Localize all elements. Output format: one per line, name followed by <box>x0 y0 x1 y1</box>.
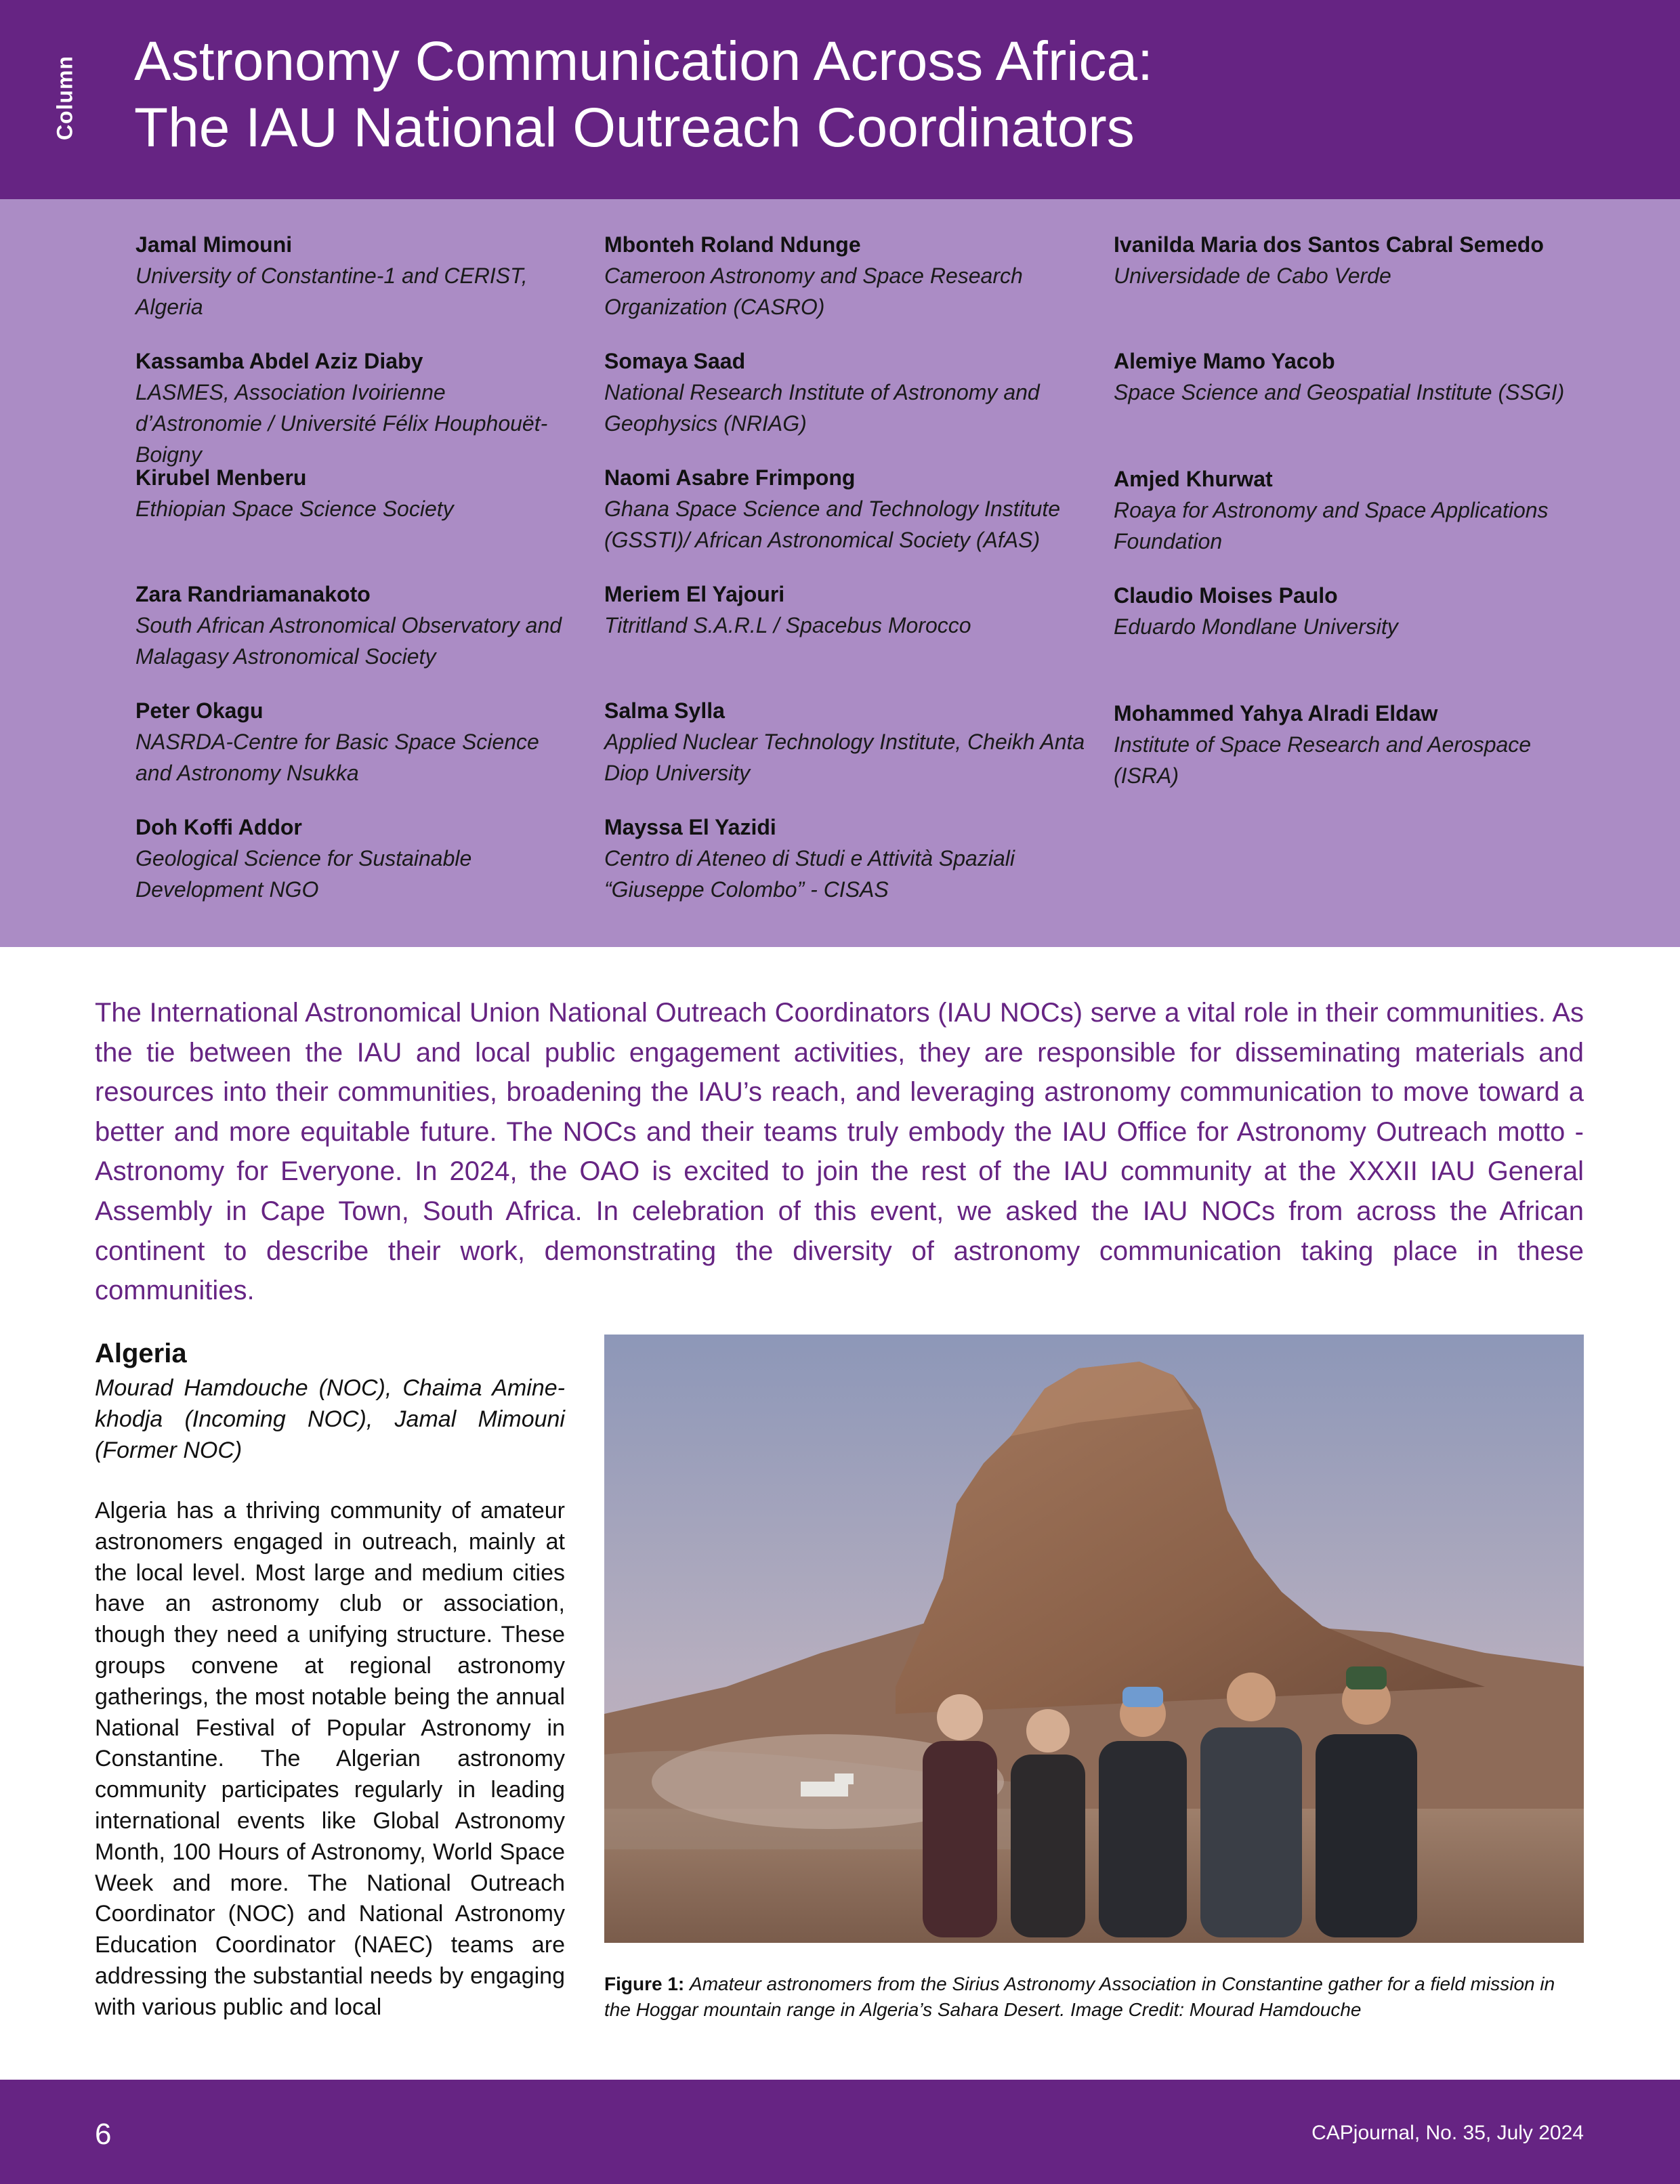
author-affiliation: Roaya for Astronomy and Space Applications Foundation <box>1114 498 1549 553</box>
section-body: Algeria has a thriving community of amateur astronomers engaged in outreach, mainly at the local level. Most large and medium cities have an astronomy club or association, though they need a unifying structure. These groups convene at regional astronomy gatherings, the most notable being the annual National Festival of Popular Astronomy in Constantine. The Algerian astronomy community participates regularly in leading international events like Global Astronomy Month, 100 Hours of Astronomy, World Space Week and more. The National Outreach Coordinator (NOC) and National Astronomy Education Coordinator (NAEC) teams are addressing the substantial needs by engaging with various public and local <box>95 1498 565 2020</box>
author-name: Claudio Moises Paulo <box>1114 583 1338 608</box>
author-entry <box>604 579 1092 641</box>
author-affiliation: Ethiopian Space Science Society <box>135 497 454 521</box>
title-line-1: Astronomy Communication Across Africa: <box>134 30 1153 92</box>
author-affiliation: Institute of Space Research and Aerospace (ISRA) <box>1114 732 1532 788</box>
author-name: Kirubel Menberu <box>135 465 307 490</box>
author-entry <box>1114 345 1601 408</box>
author-entry <box>604 345 1092 439</box>
author-entry <box>135 462 569 524</box>
author-name: Kassamba Abdel Aziz Diaby <box>135 349 423 373</box>
author-affiliation: LASMES, Association Ivoirienne d’Astronomie / Université Félix Houphouët-Boigny <box>135 380 548 467</box>
intro-paragraph: The International Astronomical Union National Outreach Coordinators (IAU NOCs) serve a vital role in their communities. As the tie between the IAU and local public engagement activities, they are responsible for disseminating materials and resources into their communities, broadening the IAU’s reach, and leveraging astronomy communication to move toward a better and more equitable future. The NOCs and their teams truly embody the IAU Office for Astronomy Outreach motto - Astronomy for Everyone. In 2024, the OAO is excited to join the rest of the IAU community at the XXXII IAU General Assembly in Cape Town, South Africa. In celebration of this event, we asked the IAU NOCs from across the African continent to describe their work, demonstrating the diversity of astronomy communication taking place in these communities. <box>95 998 1584 1306</box>
author-name: Somaya Saad <box>604 349 746 373</box>
author-name: Amjed Khurwat <box>1114 467 1273 491</box>
author-affiliation: NASRDA-Centre for Basic Space Science and Astronomy Nsukka <box>135 730 539 785</box>
author-name: Ivanilda Maria dos Santos Cabral Semedo <box>1114 232 1544 257</box>
author-affiliation: National Research Institute of Astronomy and Geophysics (NRIAG) <box>604 380 1040 436</box>
author-affiliation: Ghana Space Science and Technology Institute (GSSTI)/ African Astronomical Society (AfAS) <box>604 497 1061 552</box>
author-entry <box>604 695 1092 789</box>
figure-photo <box>604 1335 1584 1943</box>
author-entry <box>604 229 1092 322</box>
author-entry <box>135 812 569 905</box>
journal-citation: CAPjournal, No. 35, July 2024 <box>1311 2122 1584 2144</box>
author-name: Zara Randriamanakoto <box>135 582 371 606</box>
author-affiliation: Universidade de Cabo Verde <box>1114 264 1391 288</box>
author-affiliation: Cameroon Astronomy and Space Research Organization (CASRO) <box>604 264 1023 319</box>
figure-label: Figure 1: <box>604 1973 685 1994</box>
author-name: Alemiye Mamo Yacob <box>1114 349 1335 373</box>
author-entry <box>1114 698 1574 791</box>
author-entry <box>135 695 569 789</box>
author-name: Doh Koffi Addor <box>135 815 302 839</box>
author-entry <box>1114 580 1601 642</box>
title-line-2: The IAU National Outreach Coordinators <box>134 97 1135 159</box>
author-entry <box>135 579 569 672</box>
author-name: Jamal Mimouni <box>135 232 293 257</box>
author-name: Mbonteh Roland Ndunge <box>604 232 861 257</box>
author-name: Salma Sylla <box>604 698 725 723</box>
column-tag <box>51 51 79 146</box>
author-affiliation: Applied Nuclear Technology Institute, Cheikh Anta Diop University <box>604 730 1085 785</box>
author-entry <box>1114 229 1601 291</box>
author-name: Peter Okagu <box>135 698 264 723</box>
author-affiliation: South African Astronomical Observatory and Malagasy Astronomical Society <box>135 613 562 669</box>
author-entry <box>1114 463 1574 557</box>
author-entry <box>135 345 576 470</box>
author-name: Mayssa El Yazidi <box>604 815 776 839</box>
author-affiliation: Centro di Ateneo di Studi e Attività Spaziali “Giuseppe Colombo” - CISAS <box>604 846 1015 902</box>
page-title <box>134 28 1557 161</box>
column-label: Column <box>52 55 77 141</box>
author-name: Mohammed Yahya Alradi Eldaw <box>1114 701 1438 726</box>
figure-caption-text: Amateur astronomers from the Sirius Astronomy Association in Constantine gather for a field mission in the Hoggar mountain range in Algeria’s Sahara Desert. Image Credit: Mourad Hamdouche <box>604 1973 1555 2020</box>
author-affiliation: Space Science and Geospatial Institute (SSGI) <box>1114 380 1565 404</box>
page-number: 6 <box>95 2118 112 2151</box>
author-affiliation: Geological Science for Sustainable Development NGO <box>135 846 472 902</box>
author-name: Naomi Asabre Frimpong <box>604 465 856 490</box>
author-entry <box>604 462 1092 555</box>
author-name: Meriem El Yajouri <box>604 582 785 606</box>
figure-caption <box>604 1971 1584 2023</box>
author-entry <box>604 812 1092 905</box>
author-affiliation: Eduardo Mondlane University <box>1114 614 1398 639</box>
section-heading: Algeria <box>95 1339 187 1368</box>
author-affiliation: University of Constantine-1 and CERIST, Algeria <box>135 264 528 319</box>
section-authors: Mourad Hamdouche (NOC), Chaima Amine-khodja (Incoming NOC), Jamal Mimouni (Former NOC) <box>95 1375 565 1463</box>
author-entry <box>135 229 569 322</box>
author-affiliation: Titritland S.A.R.L / Spacebus Morocco <box>604 613 971 637</box>
